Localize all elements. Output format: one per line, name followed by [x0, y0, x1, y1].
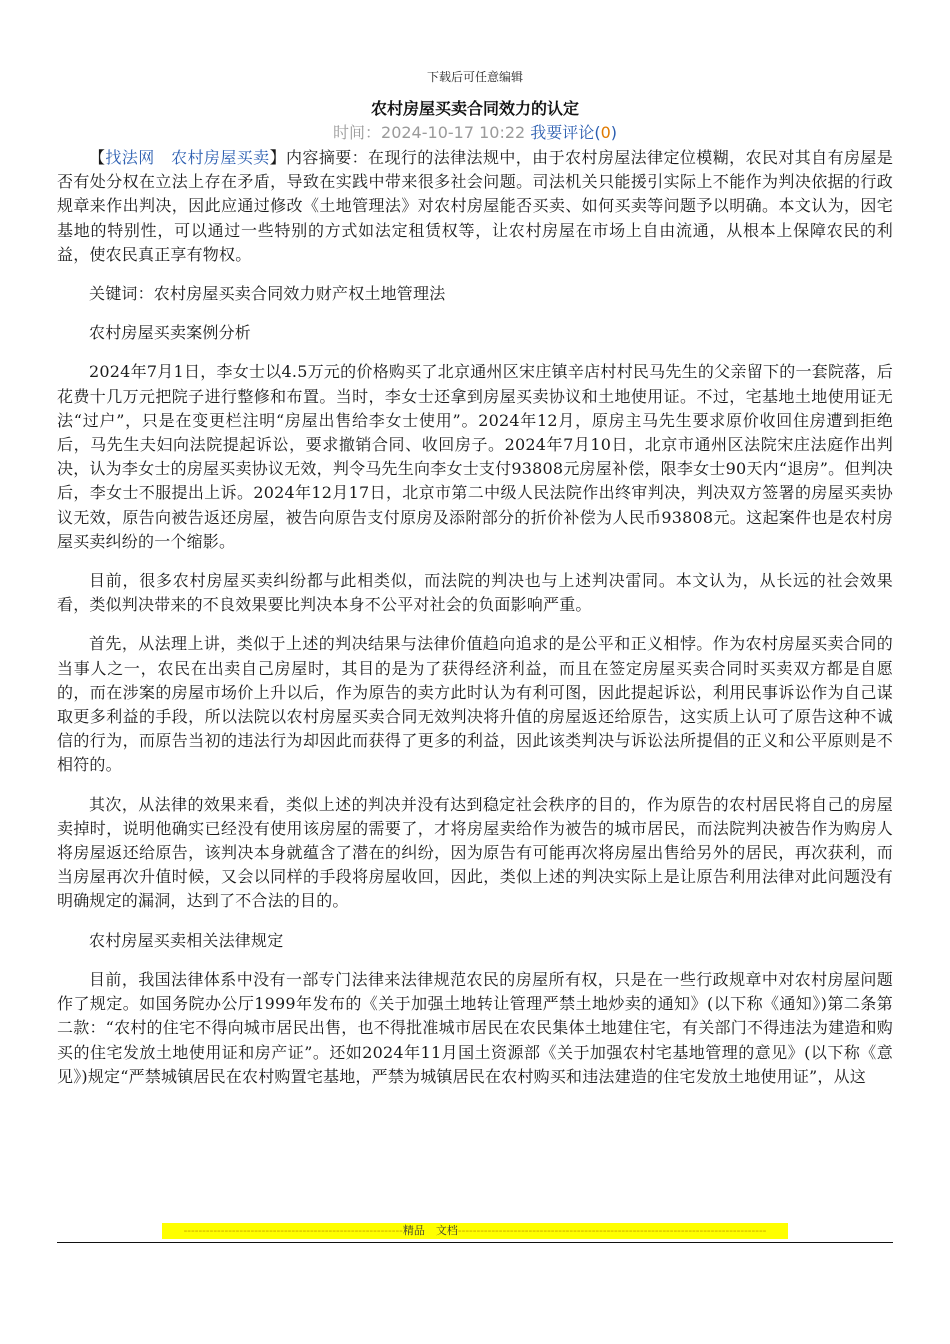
- second-argument-paragraph: 其次，从法律的效果来看，类似上述的判决并没有达到稳定社会秩序的目的，作为原告的农村居民将自己的房屋卖掉时，说明他确实已经没有使用该房屋的需要了，才将房屋卖给作为被告的城市居民，而法院判决被告作为购房人将房屋返还给原告，该判决本身就蕴含了潜在的纠纷，因为原告有可能再次将房屋出售给另外的居民，再次获利，而当房屋再次升值时候，又会以同样的手段将房屋收回，因此，类似上述的判决实际上是让原告利用法律对此问题没有明确规定的漏洞，达到了不合法的目的。: [57, 794, 893, 911]
- first-argument-paragraph: 首先，从法理上讲，类似于上述的判决结果与法律价值趋向追求的是公平和正义相悖。作为农村房屋买卖合同的当事人之一，农民在出卖自己房屋时，其目的是为了获得经济利益，而且在签定房屋买卖合同时买卖双方都是自愿的，而在涉案的房屋市场价上升以后，作为原告的卖方此时认为有利可图，因此提起诉讼，利用民事诉讼作为自己谋取更多利益的手段，所以法院以农村房屋买卖合同无效判决将升值的房屋返还给原告，这实质上认可了原告这种不诚信的行为，而原告当初的违法行为却因此而获得了更多的利益，因此该类判决与诉讼法所提倡的正义和公平原则是不相符的。: [57, 634, 893, 775]
- comment-paren-open: (: [594, 123, 601, 142]
- bracket-open: 【: [89, 148, 106, 167]
- header-note: 下载后可任意编辑: [426, 70, 523, 84]
- abstract-text: 内容摘要：在现行的法律法规中，由于农村房屋法律定位模糊，农民对其自有房屋是否有处分权在立法上存在矛盾，导致在实践中带来很多社会问题。司法机关只能援引实际上不能作为判决依据的行政规章来作出判决，因此应通过修改《土地管理法》对农村房屋能否买卖、如何买卖等问题予以明确。本文认为，因宅基地的特别性，可以通过一些特别的方式如法定租赁权等，让农村房屋在市场上自由流通，从根本上保障农民的利益，使农民真正享有物权。: [57, 148, 894, 264]
- current-paragraph: 目前，很多农村房屋买卖纠纷都与此相类似，而法院的判决也与上述判决雷同。本文认为，从长远的社会效果看，类似判决带来的不良效果要比判决本身不公平对社会的负面影响严重。: [57, 571, 893, 615]
- comment-paren-close: ): [610, 123, 617, 142]
- section-heading-law: 农村房屋买卖相关法律规定: [89, 930, 284, 950]
- comment-link[interactable]: 我要评论: [530, 123, 595, 142]
- law-paragraph: 目前，我国法律体系中没有一部专门法律来法律规范农民的房屋所有权，只是在一些行政规章中对农村房屋问题作了规定。如国务院办公厅1999年发布的《关于加强土地转让管理严禁土地炒卖的通知》(以下称《通知》)第二条第二款：“农村的住宅不得向城市居民出售，也不得批准城市居民在农民集体土地建住宅，有关部门不得违法为建造和购买的住宅发放土地使用证和房产证”。还如2024年11月国土资源部《关于加强农村宅基地管理的意见》(以下称《意见》)规定“严禁城镇居民在农村购置宅基地，严禁为城镇居民在农村购买和违法建造的住宅发放土地使用证”，从这: [57, 969, 893, 1086]
- article-meta: [0, 120, 950, 143]
- intro-paragraph: [57, 146, 893, 267]
- source-link[interactable]: 找法网: [105, 148, 155, 167]
- footer-label: 精品 文档: [402, 1224, 458, 1237]
- footer-divider: [57, 1242, 893, 1243]
- footer-dashes-left: -----------------------------------------------------------: [183, 1224, 403, 1237]
- article-title: 农村房屋买卖合同效力的认定: [370, 99, 579, 118]
- footer-watermark-band: [162, 1223, 788, 1239]
- comment-count[interactable]: 0: [600, 123, 611, 142]
- section-heading-case: 农村房屋买卖案例分析: [89, 323, 252, 343]
- category-link[interactable]: 农村房屋买卖: [171, 148, 270, 167]
- time-label: 时间：: [333, 123, 382, 142]
- keywords-paragraph: 关键词：农村房屋买卖合同效力财产权土地管理法: [89, 284, 446, 304]
- time-value: 2024-10-17 10:22: [381, 123, 526, 142]
- footer-dashes-right: -----------------------------------------------------------------------------------: [457, 1224, 767, 1237]
- bracket-close: 】: [269, 148, 286, 167]
- article-body: [57, 146, 893, 1104]
- case-paragraph: 2024年7月1日，李女士以4.5万元的价格购买了北京通州区宋庄镇辛店村村民马先生的父亲留下的一套院落，后花费十几万元把院子进行整修和布置。当时，李女士还拿到房屋买卖协议和土地使用证。不过，宅基地土地使用证无法“过户”，只是在变更栏注明“房屋出售给李女士使用”。2024年12月，原房主马先生要求原价收回住房遭到拒绝后，马先生夫妇向法院提起诉讼，要求撤销合同、收回房子。2024年7月10日，北京市通州区法院宋庄法庭作出判决，认为李女士的房屋买卖协议无效，判令马先生向李女士支付93808元房屋补偿，限李女士90天内“退房”。但判决后，李女士不服提出上诉。2024年12月17日，北京市第二中级人民法院作出终审判决，判决双方签署的房屋买卖协议无效，原告向被告返还房屋，被告向原告支付原房及添附部分的折价补偿为人民币93808元。这起案件也是农村房屋买卖纠纷的一个缩影。: [57, 362, 893, 551]
